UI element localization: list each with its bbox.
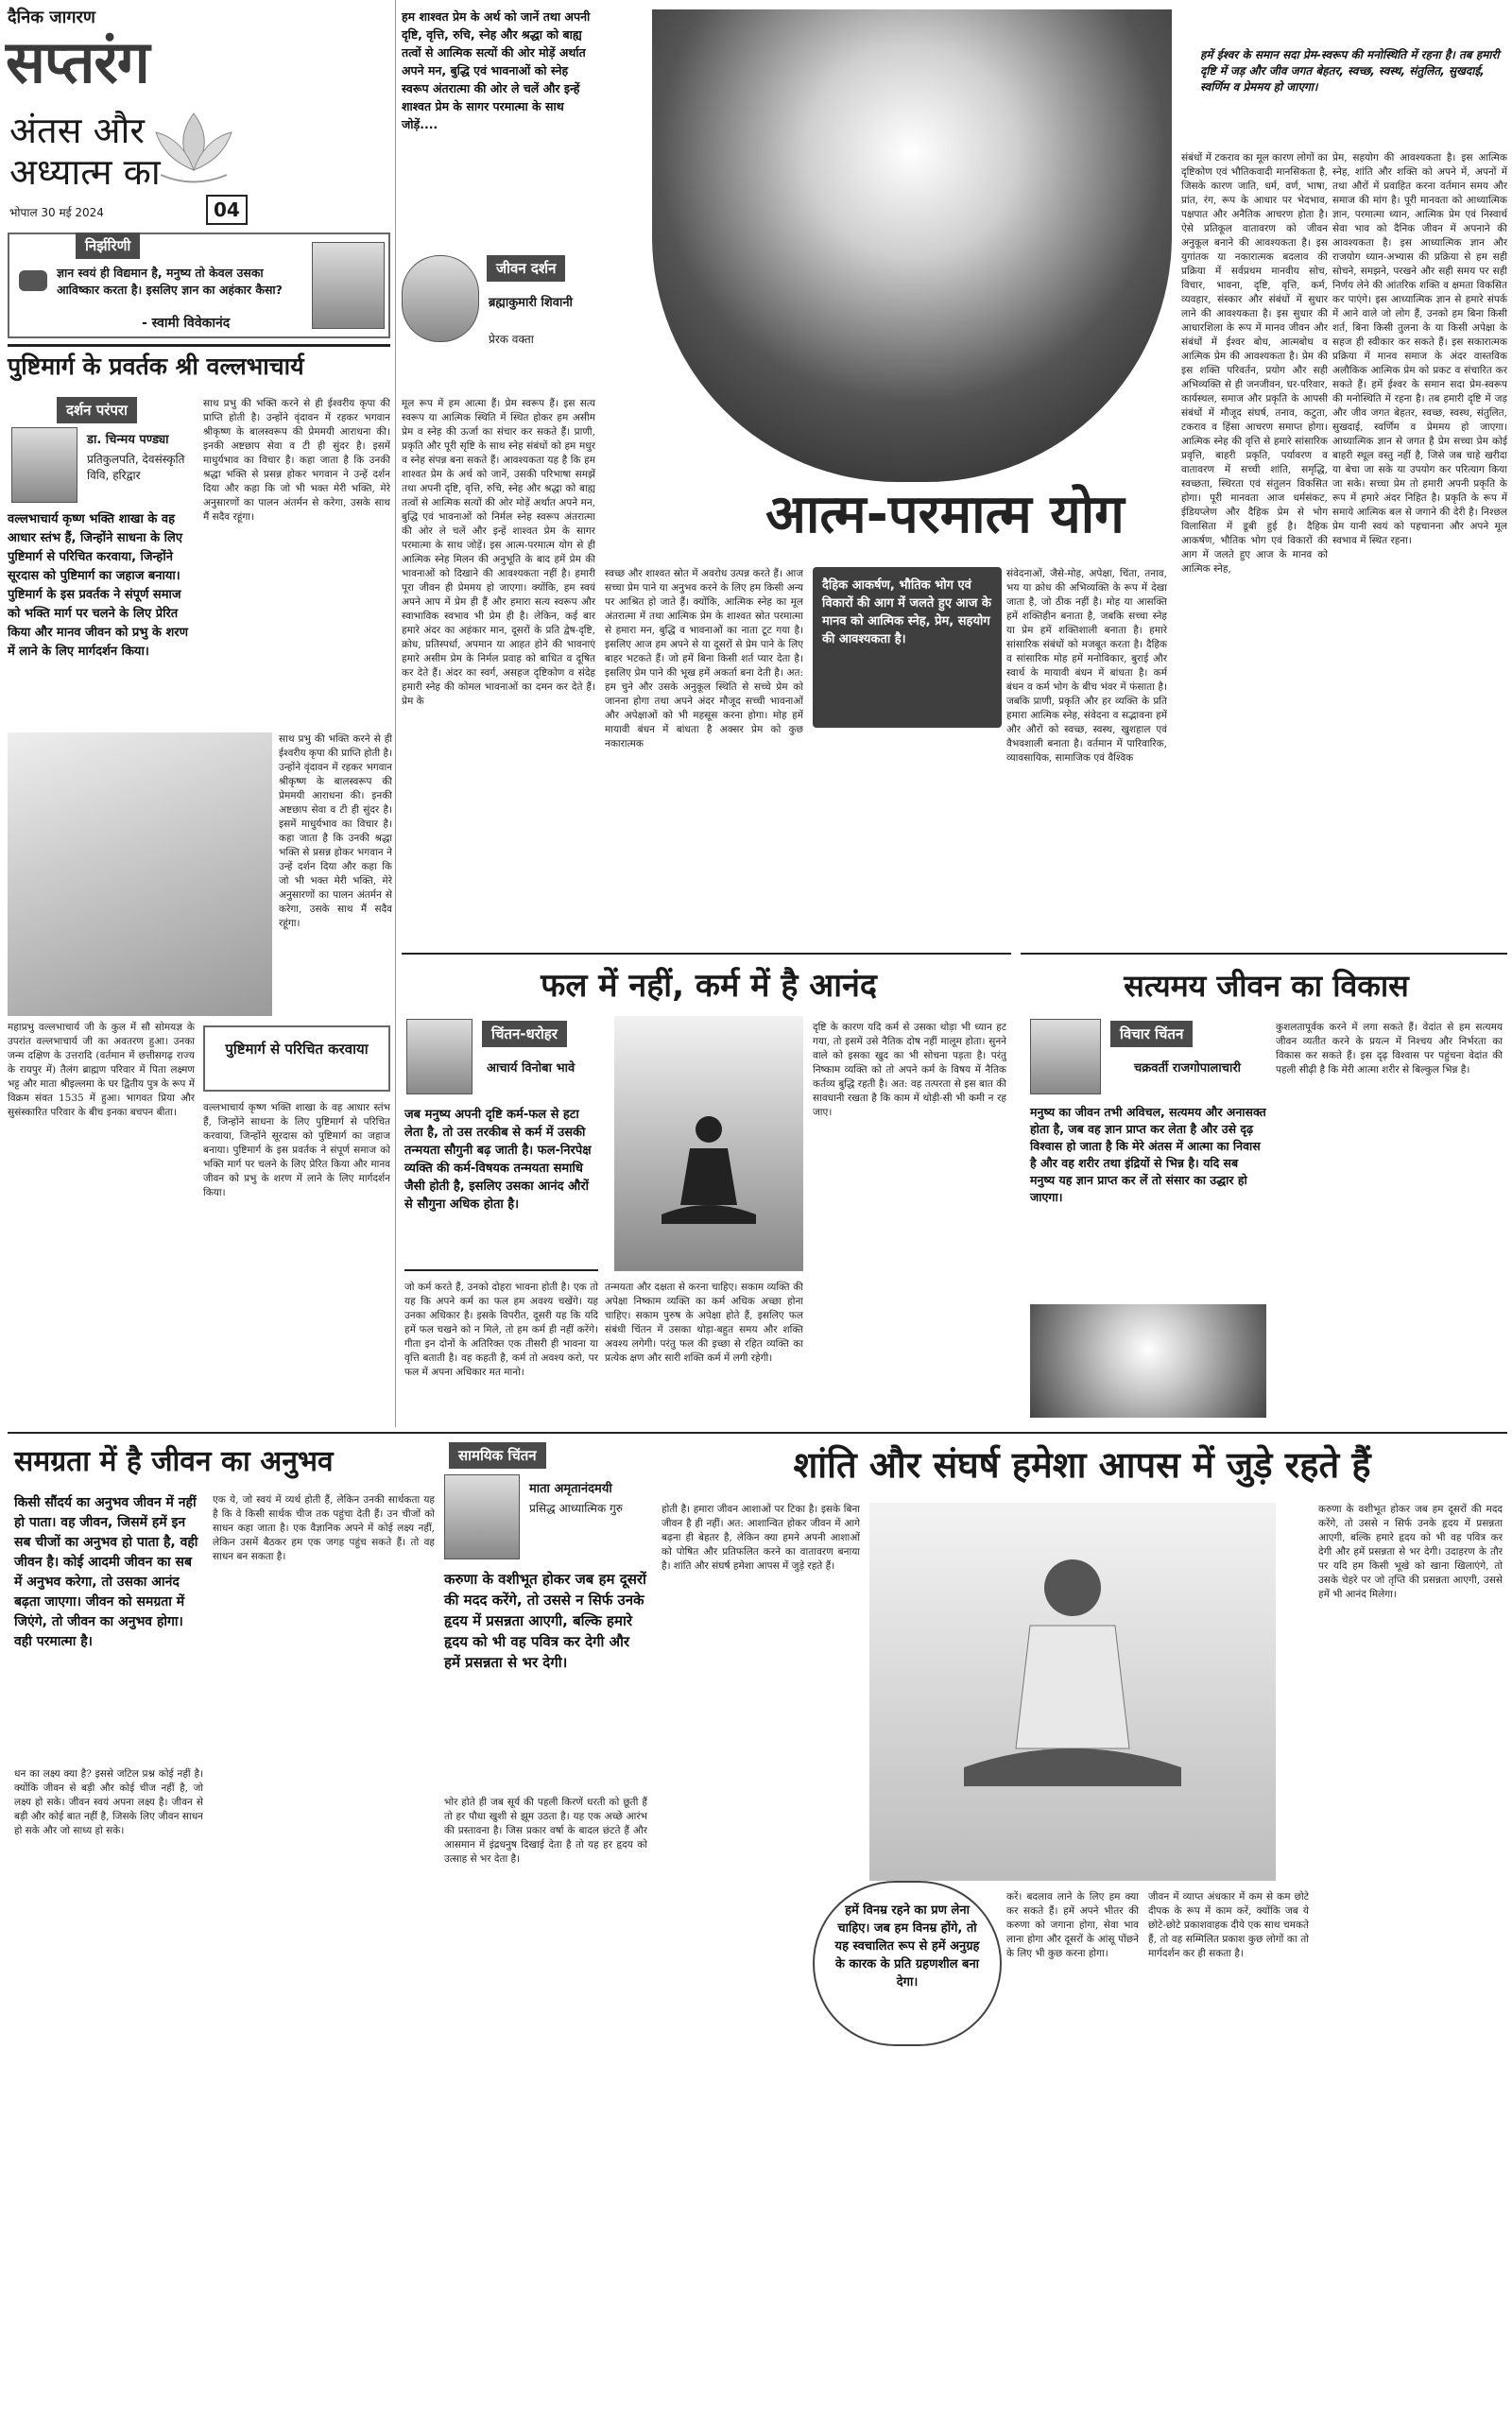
top-right-quote: हमें ईश्वर के समान सदा प्रेम-स्वरूप की मनोस्थिति में रहना है। तब हमारी दृष्टि में जड़ और जीव जगत बेहतर, स्वच्छ, स्वस्थ, संतुलित, सुखदाई, स्वर्णिम व प्रेममय हो जाएगा।: [1200, 48, 1500, 94]
amma-portrait: [444, 1474, 520, 1559]
vallabh-author-name: डा. चिन्मय पण्ड्या: [87, 433, 169, 447]
lotus-photo: [1030, 1304, 1266, 1418]
column-divider: [395, 0, 396, 1427]
shanti-body-col3: जीवन में व्याप्त अंधकार में कम से कम छोटे दीपक के रूप में काम करें, क्योंकि जब ये छोटे-छोटे प्रकाशवाहक दीये एक साथ चमकते हैं, तो वह सम्मिलित प्रकाश कुछ लोगों का तो मार्गदर्शन कर ही सकता है।: [1148, 1891, 1309, 1959]
samayik-role: प्रसिद्ध आध्यात्मिक गुरु: [529, 1502, 623, 1515]
subtitle-line2: अध्यात्म का: [9, 151, 161, 193]
vivekananda-portrait: [312, 242, 385, 329]
main-pullquote: दैहिक आकर्षण, भौतिक भोग एवं विकारों की आग में जलते हुए आज के मानव को आत्मिक स्नेह, प्रेम, सहयोग की आवश्यकता है।: [813, 567, 1002, 728]
phal-pullquote: जब मनुष्य अपनी दृष्टि कर्म-फल से हटा लेता है, तो उस तरकीब से कर्म में उसकी तन्मयता सौगुनी बढ़ जाती है। फल-निरपेक्ष व्यक्ति की कर्म-विषयक तन्मयता समाधि जैसी होती है, इसलिए उसका आनंद औरों से सौगुना अधिक होता है।: [404, 1106, 598, 1271]
nirjharini-box: [8, 232, 390, 338]
vallabh-body-col1: साथ प्रभु की भक्ति करने से ही ईश्वरीय कृपा की प्राप्ति होती है। उन्होंने वृंदावन में रहकर भगवान श्रीकृष्ण के बालस्वरूप की प्रेममयी आराधना की। इनकी अष्टछाप सेवा व टी ही सुंदर है। इसमें माधुर्यभाव का विचार है। कहा जाता है कि उनकी श्रद्धा भक्ति से प्रसन्न होकर भगवान ने उन्हें दर्शन दिया और कहा कि जो भी भक्त मेरी भक्ति, मेरे अनुसारणों का पालन अंतर्मन से करेगा, उसके साथ मैं सदैव रहूंगा।: [203, 398, 390, 523]
jeevan-body-col2: स्वच्छ और शाश्वत स्रोत में अवरोध उत्पन्न करते हैं। आज सच्चा प्रेम पाने या अनुभव करने के लिए हम किसी अन्य पर आश्रित हो जाते हैं। क्योंकि, आत्मिक स्नेह का मूल अंतरात्मा में तथा आत्मिक प्रेम के शाश्वत स्रोत परमात्मा से हमारा मन, बुद्धि व भावनाओं का नाता टूट गया है। इसलिए आज हम अपने से या दूसरों से प्रेम पाने के लिए बाहर भटकते हैं। जो हमें बिना किसी शर्त प्यार देता है। इसलिए प्रेम पाने की भूख हमें अकर्ता बना देती है। अत: हम चुने और उसके अनुकूल स्थिति से सच्चे प्रेम को जानना होगा तथा अपने अंदर मौजूद सच्ची भावनाओं और अपेक्षाओं को भी महसूस करना होगा। मोह हमें मायावी बंधन में बांधता है अक्सर प्रेम को कुछ नकारात्मक: [605, 568, 803, 749]
phal-body-col2: तन्मयता और दक्षता से करना चाहिए। सकाम व्यक्ति की अपेक्षा निष्काम व्यक्ति का कर्म अधिक अच्छा होना चाहिए। सकाम पुरुष के अपेक्षा होते हैं, इसलिए फल संबंधी चिंतन में उसका थोड़ा-बहुत समय और शक्ति अवश्य लगेगी। परंतु फल की इच्छा से रहित व्यक्ति का प्रत्येक क्षण और सारी शक्ति कर्म में लगी रहेगी।: [605, 1282, 803, 1364]
bottom-section-rule: [8, 1432, 1507, 1434]
phal-author: आचार्य विनोबा भावे: [487, 1061, 576, 1076]
vallabh-headline-box: [8, 344, 390, 389]
meditator-icon: [614, 1016, 803, 1271]
edition-date: भोपाल 30 मई 2024: [9, 206, 104, 219]
masthead: [0, 0, 255, 227]
speech-icon: [19, 270, 47, 291]
vallabh-body-col4: वल्लभाचार्य कृष्ण भक्ति शाखा के वह आधार स्तंभ हैं, जिन्होंने साधना के लिए पुष्टिमार्ग से परिचित करवाया, जिन्होंने सूरदास को पुष्टिमार्ग का जहाज बनाया। पुष्टिमार्ग के इस प्रवर्तक ने संपूर्ण समाज को भक्ति मार्ग पर चलने के लिए प्रेरित किया और मानव जीवन को प्रभु के शरण में लाने के लिए मार्गदर्शन किया।: [203, 1102, 390, 1198]
page-number: 04: [206, 195, 248, 225]
meditation-main-photo: [652, 9, 1172, 482]
samayik-byline: [529, 1479, 652, 1516]
shivani-role: प्रेरक वक्ता: [489, 333, 534, 346]
nirjharini-quote: ज्ञान स्वयं ही विद्यमान है, मनुष्य तो केवल उसका आविष्कार करता है। इसलिए ज्ञान का अहंकार कैसा?: [57, 266, 283, 297]
vallabh-painting: [8, 732, 272, 1016]
phal-body-col3: दृष्टि के कारण यदि कर्म से उसका थोड़ा भी ध्यान हट गया, तो इसमें उसे नैतिक दोष नहीं मालूम होता। सुनने वाले को इसका खुद का भी सोचना पड़ता है। परंतु निष्काम व्यक्ति को तो अपने कर्म के विषय में नैतिक कर्तव्य बुद्धि रहती है। अत: वह तत्परता से इस बात की सावधानी रखता है कि काम में थोड़ी-सी भी कमी न रह जाए।: [813, 1022, 1006, 1118]
vallabh-subhead: पुष्टिमार्ग से परिचित करवाया: [225, 1041, 369, 1058]
nirjharini-label: निर्झरिणी: [76, 232, 140, 259]
shanti-body-col1: होती है। हमारा जीवन आशाओं पर टिका है। इसके बिना जीवन है ही नहीं। अत: आशान्वित होकर जीवन में आगे बढ़ना ही बेहतर है, लेकिन क्या हमने अपनी आशाओं को पोषित और प्रतिफलित करने का वातावरण बनाया है। शांति और संघर्ष हमेशा आपस में जुड़े रहते हैं।: [662, 1504, 860, 1572]
shanti-pullquote: हमें विनम्र रहने का प्रण लेना चाहिए। जब हम विनम्र होंगे, तो यह स्वचालित रूप से हमें अनुग्रह के कारक के प्रति ग्रहणशील बना देगा।: [813, 1881, 1002, 2046]
meditating-man-icon: [869, 1503, 1276, 1881]
shanti-body-col2: करें। बदलाव लाने के लिए हम क्या कर सकते हैं। हमें अपने भीतर की करुणा को जगाना होगा, सेवा भाव लाना होगा और दूसरों के आंसू पोंछने के लिए भी कुछ करना होगा।: [1006, 1891, 1139, 1959]
section-title: सप्तरंग: [6, 27, 149, 96]
jeevan-darshan-tag: जीवन दर्शन: [487, 255, 565, 282]
yoga-silhouette-photo: [614, 1016, 803, 1271]
nirjharini-author: - स्वामी विवेकानंद: [142, 316, 231, 331]
samayik-tag: सामयिक चिंतन: [449, 1442, 546, 1469]
vallabh-author: [87, 430, 191, 483]
samagrata-body-col1: धन का लक्ष्य क्या है? इससे जटिल प्रश्न कोई नहीं है। क्योंकि जीवन से बड़ी और कोई चीज नहीं है, जो लक्ष्य हो सके। जीवन स्वयं अपना लक्ष्य है। जीवन से बड़ी और कोई बात नहीं है, जिसके लिए जीवन साधन हो सके और जो साध्य हो सके।: [14, 1768, 203, 1836]
satyamay-body-col1: कुशलतापूर्वक करने में लगा सकते हैं। वेदांत से हम सत्यमय जीवन व्यतीत करने के प्रयत्न में निश्चय और निर्भरता का विकास कर सकते हैं। इस दृढ़ विश्वास पर पहुंचना वेदांत की पहली सीढ़ी है कि मेरी आत्मा शरीर से बिल्कुल भिन्न है।: [1276, 1022, 1503, 1076]
jeevan-body-col3: संवेदनाओं, जैसे-मोह, अपेक्षा, चिंता, तनाव, भय या क्रोध की अभिव्यक्ति के रूप में देखा जाता है, जो ठीक नहीं है। मोह या आसक्ति हमें शक्तिहीन बनाता है, जबकि सच्चा स्नेह या प्रेम हमें शक्तिशाली बनाता है। हमारे सांसारिक संबंधों को मजबूत करता है। दैहिक व सांसारिक मोह हमें मनोविकार, बुराई और स्वार्थ के मायावी बंधन में बांधता है। कर्म बंधन व कर्म भोग के बीच भंवर में फंसाता है। जबकि प्राणी, प्रकृति और हर व्यक्ति के प्रति हमारा आत्मिक स्नेह, संवेदना व सद्भावना हमें और औरों को स्वच्छ, स्वस्थ, खुशहाल एवं वैभवशाली बनाता है। वर्तमान में पारिवारिक, व्यावसायिक, सामाजिक एवं वैश्विक: [1006, 568, 1167, 764]
satyamay-tag: विचार चिंतन: [1110, 1021, 1193, 1047]
vallabh-body-col3: साथ प्रभु की भक्ति करने से ही ईश्वरीय कृपा की प्राप्ति होती है। उन्होंने वृंदावन में रहकर भगवान श्रीकृष्ण के बालस्वरूप की प्रेममयी आराधना की। इनकी अष्टछाप सेवा व टी ही सुंदर है। इसमें माधुर्यभाव का विचार है। कहा जाता है कि उनकी श्रद्धा भक्ति से प्रसन्न होकर भगवान ने उन्हें दर्शन दिया और कहा कि जो भी भक्त मेरी भक्ति, मेरे अनुसारणों का पालन अंतर्मन से करेगा, उसके साथ मैं सदैव रहूंगा।: [279, 733, 392, 929]
jeevan-body-col4: संबंधों में टकराव का मूल कारण लोगों का दृष्टिकोण एवं भौतिकवादी मानसिकता है, जिसके कारण जाति, धर्म, वर्ण, भाषा, प्रांत, रंग, रूप के आधार पर भेदभाव, पक्षपात और अनैतिक आचरण होता है। ऐसे प्रतिकूल वातावरण को जीवन अनुकूल बनाने की आवश्यकता है। इस युगांतक या नकारात्मक बदलाव की प्रक्रिया में सर्वप्रथम मानवीय सोच, विचार, भावना, दृष्टि, वृत्ति, कर्म, व्यवहार, संस्कार और संबंधों में सुधार लाने की आवश्यकता है। इस सुधार की आधारशिला के रूप में मानव जीवन और संबंधों में ईश्वर बोध, आत्मबोध व आत्मिक प्रेम की आवश्यकता है। प्रेम की इस शक्ति परिवर्तन, प्रयोग और सही अभिव्यक्ति से ही जनजीवन, घर-परिवार, कार्यस्थल, समाज और प्रकृति के आपसी संबंधों में मौजूद संघर्ष, तनाव, कटुता, टकराव व हिंसा आचरण समाप्त होगा। आत्मिक स्नेह की वृत्ति से हमारे सांसारिक प्रवृत्ति, बाहरी प्रकृति, पर्यावरण व वातावरण में सच्ची शांति, समृद्धि, स्वच्छता, स्थिरता एवं संतुलन विकसित होगा। पूरी मानवता आज धर्मसंकट, ईडियप्लेण और दैहिक प्रेम से भोग विलासिता में डूबी हुई है। दैहिक आकर्षण, भौतिक भोग एवं विकारों की आग में जलते हुए आज के मानव को आत्मिक स्नेह,: [1181, 152, 1328, 575]
samayik-name: माता अमृतानंदमयी: [529, 1482, 612, 1496]
shanti-headline: शांति और संघर्ष हमेशा आपस में जुड़े रहते हैं: [793, 1444, 1371, 1486]
satyamay-pullquote: मनुष्य का जीवन तभी अविचल, सत्यमय और अनासक्त होता है, जब वह ज्ञान प्राप्त कर लेता है और उसे दृढ़ विश्वास हो जाता है कि मेरे अंतस में आत्मा का निवास है और वह शरीर तथा इंद्रियों से भिन्न है। यदि सब मनुष्य यह ज्ञान प्राप्त कर लें तो संसार का उद्धार हो जाएगा।: [1030, 1105, 1266, 1204]
top-intro: हम शाश्वत प्रेम के अर्थ को जानें तथा अपनी दृष्टि, वृत्ति, रुचि, स्नेह और श्रद्धा को बाह्य तत्वों से आत्मिक सत्यों की ओर मोड़ें अर्थात अपने मन, बुद्धि एवं भावनाओं को स्नेह स्वरूप अंतरात्मा की ओर ले चलें और इन्हें शाश्वत प्रेम के सागर परमात्मा के साथ जोड़ें....: [402, 9, 591, 131]
vallabh-subhead-box: [203, 1025, 390, 1092]
satyamay-top-rule: [1021, 953, 1507, 955]
samayik-pullquote: करुणा के वशीभूत होकर जब हम दूसरों की मदद करेंगे, तो उससे न सिर्फ उनके हृदय में प्रसन्नता आएगी, बल्कि हमारे हृदय को भी वह पवित्र कर देगी और हमें प्रसन्नता से भर देगी।: [444, 1571, 646, 1671]
main-headline: आत्म-परमात्म योग: [765, 484, 1125, 545]
satyamay-author: चक्रवर्ती राजगोपालाचारी: [1134, 1061, 1242, 1076]
vallabh-headline: पुष्टिमार्ग के प्रवर्तक श्री वल्लभाचार्य: [8, 353, 304, 380]
vallabh-author-role: प्रतिकुलपति, देवसंस्कृति विवि, हरिद्वार: [87, 453, 185, 482]
vallabh-lede: वल्लभाचार्य कृष्ण भक्ति शाखा के वह आधार स्तंभ हैं, जिन्होंने साधना के लिए पुष्टिमार्ग से परिचित करवाया, जिन्होंने सूरदास को पुष्टिमार्ग का जहाज बनाया। पुष्टिमार्ग के इस प्रवर्तक ने संपूर्ण समाज को भक्ति मार्ग पर चलने के लिए प्रेरित किया और मानव जीवन को प्रभु के शरण में लाने के लिए मार्गदर्शन किया।: [8, 512, 189, 659]
phal-headline: फल में नहीं, कर्म में है आनंद: [541, 967, 877, 1005]
shivani-name: ब्रह्माकुमारी शिवानी: [489, 296, 573, 310]
jeevan-darshan-byline: [402, 255, 591, 387]
subtitle-line1: अंतस और: [9, 110, 145, 151]
phal-top-rule: [402, 953, 1011, 955]
pandya-portrait: [11, 427, 77, 503]
phal-tag: चिंतन-धरोहर: [482, 1021, 567, 1047]
phal-body-col1: जो कर्म करते हैं, उनको दोहरा भावना होती है। एक तो यह कि अपने कर्म का फल हम अवश्य चखेंगे। यह उनका अधिकार है। इसके विपरीत, दूसरी यह कि यदि हमें फल चखने को न मिले, तो हम कर्म ही नहीं करेंगे। गीता इन दोनों के अतिरिक्त एक तीसरी ही भावना या वृत्ति बताती है। वह कहती है, कर्म तो अवश्य करो, पर फल में अपना अधिकार मत मानो।: [404, 1282, 598, 1378]
rajaji-portrait: [1030, 1019, 1101, 1094]
jeevan-body-col1: मूल रूप में हम आत्मा हैं। प्रेम स्वरूप हैं। इस सत्य स्वरूप या आत्मिक स्थिति में स्थित होकर हम असीम प्रेम व स्नेह की ऊर्जा का संचार कर सकते हैं। प्राणी, प्रकृति और पूरी सृष्टि के साथ स्नेह संबंधों को हम मधुर व स्नेह संपन्न बना सकते हैं। आवश्यकता यह है कि हम शाश्वत प्रेम के अर्थ को जानें, उसकी परिभाषा समझें तथा अपनी दृष्टि, वृत्ति, रुचि, स्नेह और श्रद्धा को बाह्य तत्वों से आत्मिक सत्यों की ओर मोड़ें अर्थात अपने मन, बुद्धि एवं भावनाओं को निर्मल स्नेह स्वरूप अंतरात्मा की ओर ले चलें और इन्हें शाश्वत प्रेम के सागर परमात्मा के साथ जोड़ें। इस आत्म-परमात्म योग से ही आत्मिक स्नेह मिलन की अनुभूति के बाद हमें प्रेम की भावनाओं को दिखाने की आवश्यकता नहीं है। हमारी पूरा जीवन ही प्रेममय हो जाएगा। क्योंकि, हम स्वयं अपने आप में प्रेम ही हैं और हमारा सत्य स्वरूप और स्वाभाविक स्वभाव भी प्रेम ही है। लेकिन, कई बार हमारे अंदर का अहंकार मान, दूसरों के प्रति द्वेष-दृष्टि, क्रोध, प्रतिस्पर्धा, अपमान या आहत होने की भावनाएं हमारे असीम प्रेम के निर्मल प्रवाह को बाधित व दूषित कर देते हैं। अंदर का स्वर्ग, असहज दृष्टिकोण व संदेह हमारी स्नेह की कोमल भावनाओं का दमन कर देते हैं। प्रेम के: [402, 398, 595, 707]
vallabh-tag: दर्शन परंपरा: [57, 397, 137, 423]
samayik-body: भोर होते ही जब सूर्य की पहली किरणें धरती को छूती हैं तो हर पौधा खुशी से झूम उठता है। यह एक अच्छे आरंभ की प्रस्तावना है। जिस प्रकार वर्षा के बादल छंटते हैं और आसमान में इंद्रधनुष दिखाई देता है तो यह हर हृदय को उत्साह से भर देता है।: [444, 1797, 647, 1865]
vallabh-body-col2: महाप्रभु वल्लभाचार्य जी के कुल में सौ सोमयज्ञ के उपरांत वल्लभाचार्य जी का अवतरण हुआ। उनका जन्म दक्षिण के उत्तरादि (वर्तमान में छत्तीसगढ़ राज्य के रायपुर में) तैलंग ब्राह्मण परिवार में पिता लक्ष्मण भट्ट और माता श्रीइल्लमा के घर द्वितीय पुत्र के रूप में विक्रम संवत 1535 में हुआ। भागवत प्रिया और सुसंस्कारित परिवार के बीच इनका बचपन बीता।: [8, 1022, 195, 1118]
samagrata-headline: समग्रता में है जीवन का अनुभव: [14, 1445, 334, 1478]
satyamay-headline: सत्यमय जीवन का विकास: [1124, 968, 1409, 1004]
paper-name: दैनिक जागरण: [8, 8, 95, 27]
meditating-man-photo: [869, 1503, 1276, 1881]
shivani-portrait: [402, 255, 479, 342]
jeevan-body-col5: प्रेम, सहयोग की आवश्यकता है। इस आत्मिक स्नेह, शांति और शक्ति को अपने में, अपनों में तथा औरों में प्रवाहित करना वर्तमान समय और समाज की मांग है। पूरी मानवता को आध्यात्मिक ज्ञान, परमात्मा ध्यान, आत्मिक प्रेम एवं निस्वार्थ सेवा भाव को दैनिक जीवन में अपनाने की आवश्यकता है। इस आध्यात्मिक ज्ञान और राजयोग ध्यान-अभ्यास की प्रक्रिया से हम सही सोचने, समझने, परखने और सही समय पर सही निर्णय लेने की आंतरिक शक्ति व क्षमता विकसित कर पाएंगे। इस आध्यात्मिक ज्ञान से हमारे संपर्क में आने वाले जो लोग हैं, उनको हम बिना किसी शर्त, बिना किसी तुलना के या किसी अपेक्षा के सहज ही स्वीकार कर सकते हैं। इस सकारात्मक प्रक्रिया में मानव समाज के अंदर वास्तविक अलौकिक आत्मिक प्रेम को प्रकट व संचारित कर सकते हैं। हमें ईश्वर के समान सदा प्रेम-स्वरूप की मनोस्थिति में रहना है। तब हमारी दृष्टि में जड़ और जीव जगत बेहतर, स्वच्छ, स्वस्थ, संतुलित, सुखदाई, स्वर्णिम व प्रेममय हो जाएगा। आध्यात्मिक ज्ञान से जगत है प्रेम सच्चा प्रेम कोई बाहरी स्थूल वस्तु नहीं है, जिसे जब चाहे खरीदा या बेचा जा सके या उपयोग कर परित्याग किया जा सके। सच्चा प्रेम तो हमारी अपनी प्रकृति के रूप में हमारे अंदर निहित है। प्रकृति के रूप में समाये आत्मिक बल से जगाने की देरी है। निश्छल प्रेम यानी स्वयं को पहचानना और अपने मूल स्वभाव में स्थित रहना।: [1332, 152, 1507, 546]
samagrata-lede: किसी सौंदर्य का अनुभव जीवन में नहीं हो पाता। वह जीवन, जिसमें हमें इन सब चीजों का अनुभव हो पाता है, वही जीवन है। कोई आदमी जीवन का सब में अनुभव करेगा, तो उसका आनंद बढ़ता जाएगा। जीवन को समग्रता में जिएंगे, तो जीवन का अनुभव होगा। वही परमात्मा है।: [14, 1495, 198, 1649]
samagrata-body-col2: एक ये, जो स्वयं में व्यर्थ होती हैं, लेकिन उनकी सार्थकता यह है कि वे किसी सार्थक चीज तक पहुंचा देती हैं। उन चीजों को साधन कहा जाता है। एक वैज्ञानिक अपने में कोई लक्ष्य नहीं, लेकिन उसमें बैठकर हम एक जगह पहुंच सकते हैं। तो वह साधन बन सकता है।: [213, 1494, 435, 1562]
shanti-body-col4: करुणा के वशीभूत होकर जब हम दूसरों की मदद करेंगे, तो उससे न सिर्फ उनके हृदय में प्रसन्नता आएगी, बल्कि हमारे हृदय को भी वह पवित्र कर देगी और हमें प्रसन्नता से भर देगी। उदाहरण के तौर पर यदि हम किसी भूखे को खाना खिलाएंगे, तो उसके चेहरे पर जो तृप्ति की प्रसन्नता आएगी, उससे हमें भी आनंद मिलेगा।: [1318, 1504, 1503, 1600]
vinoba-portrait: [406, 1019, 472, 1094]
